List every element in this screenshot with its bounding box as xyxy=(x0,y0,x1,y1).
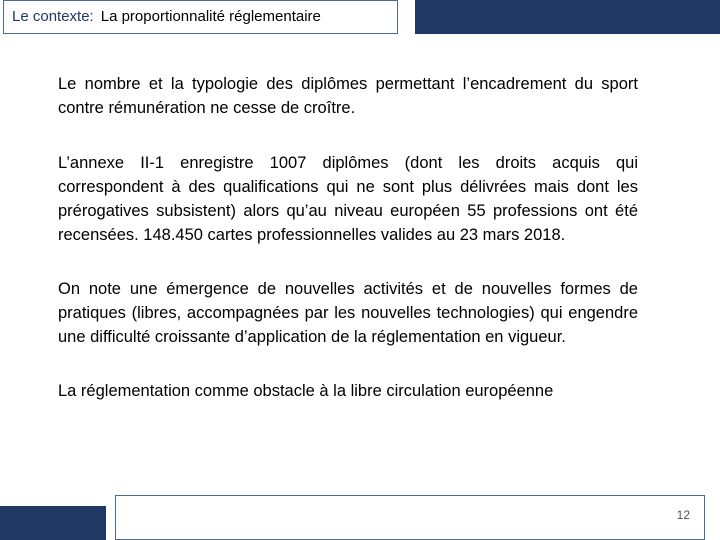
header-label: Le contexte: xyxy=(12,8,94,25)
paragraph-annex-statistics: L’annexe II-1 enregistre 1007 diplômes (dont les droits acquis qui correspondent à des qualifications qui ne sont plus délivrées mais dont les prérogatives subsistent) alors qu’au niveau européen 55 professions ont été recensées. 148.450 cartes professionnelles valides au 23 mars 2018. xyxy=(58,154,638,244)
paragraph-new-activities: On note une émergence de nouvelles activités et de nouvelles formes de pratiques (libres, accompagnées par les nouvelles technologies) qui engendre une difficulté croissante d’application de la réglementation en vigueur. xyxy=(58,280,638,346)
header-topic: La proportionnalité réglementaire xyxy=(100,8,321,25)
page-title xyxy=(12,8,321,26)
bottom-accent-bar xyxy=(0,506,106,540)
paragraph-diplomas-growth: Le nombre et la typologie des diplômes permettant l’encadrement du sport contre rémunération ne cesse de croître. xyxy=(58,75,638,117)
paragraph-obstacle: La réglementation comme obstacle à la libre circulation européenne xyxy=(58,382,554,400)
slide-body xyxy=(58,72,638,403)
footer-frame xyxy=(115,495,705,540)
page-number: 12 xyxy=(676,508,690,522)
top-accent-bar xyxy=(415,0,720,34)
